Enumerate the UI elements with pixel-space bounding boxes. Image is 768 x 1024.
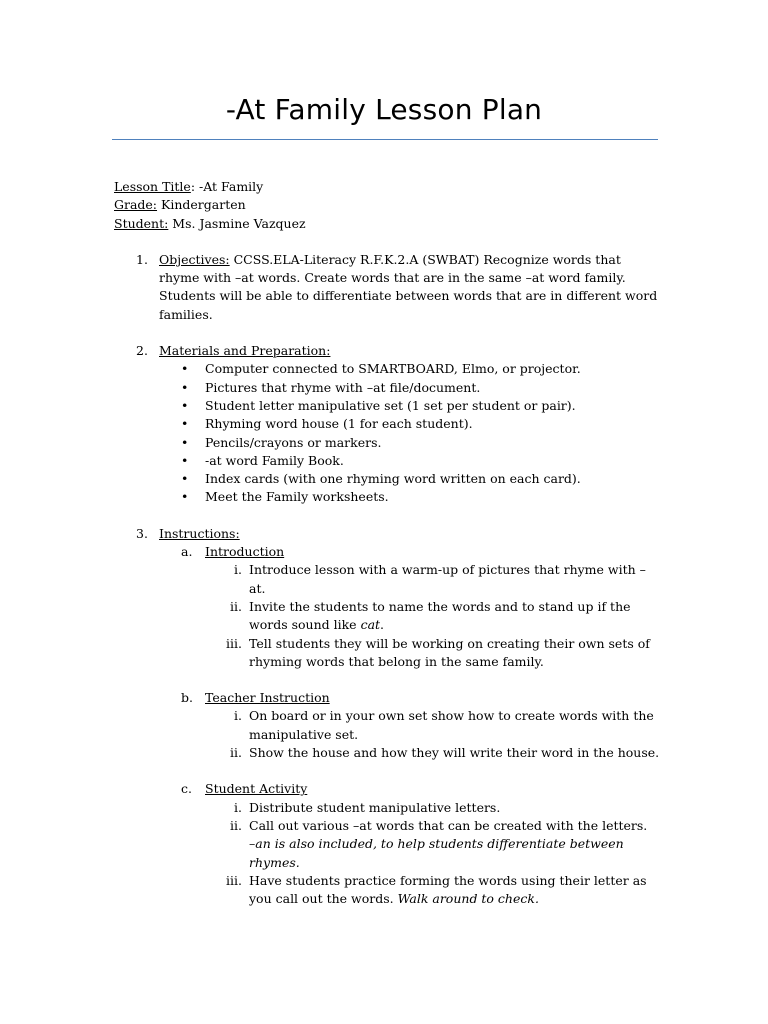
materials-item: • Student letter manipulative set (1 set per student or pair). — [114, 397, 662, 415]
grade-line — [114, 196, 662, 214]
student-step: ii. Call out various –at words that can be created with the letters. –an is also included, to help students differentiate between rhymes. — [114, 817, 662, 872]
materials-item: • Meet the Family worksheets. — [114, 488, 662, 506]
bullet-marker: • — [181, 471, 189, 487]
objectives-number: 1. — [136, 251, 148, 267]
student-step: iii. Have students practice forming the words using their letter as you call out the words. Walk around to check. — [226, 872, 647, 907]
document-title: -At Family Lesson Plan — [225, 93, 543, 126]
teacher-step: i. On board or in your own set show how to create words with the manipulative set. — [234, 708, 654, 742]
bullet-marker: • — [181, 416, 189, 432]
document-body — [114, 178, 662, 908]
introduction-step: i. Introduce lesson with a warm-up of pictures that rhyme with –at. — [234, 562, 646, 596]
student-activity-label: Student Activity — [205, 781, 308, 797]
materials-item: • Computer connected to SMARTBOARD, Elmo, or projector. — [114, 360, 662, 378]
teacher-instruction-heading — [114, 689, 662, 707]
materials-item: • Rhyming word house (1 for each student). — [114, 415, 662, 433]
materials-item: • Index cards (with one rhyming word written on each card). — [114, 470, 662, 488]
materials-item: • -at word Family Book. — [114, 452, 662, 470]
student-value: Ms. Jasmine Vazquez — [168, 215, 306, 231]
lesson-title-label: Lesson Title — [114, 179, 191, 194]
student-step-note: –an is also included, to help students differentiate between rhymes. — [249, 836, 624, 870]
introduction-heading — [114, 543, 662, 561]
objectives-text: CCSS.ELA-Literacy R.F.K.2.A (SWBAT) Recognize words that rhyme with –at words. Create words that are in the same –at word family. Students will be able to differentiate between words that are in different word families. — [159, 251, 658, 322]
materials-label: Materials and Preparation: — [159, 343, 331, 359]
teacher-letter: b. — [181, 690, 193, 706]
lesson-title-value: : -At Family — [190, 179, 264, 194]
instructions-label: Instructions: — [159, 525, 240, 541]
objectives-section — [114, 251, 662, 324]
introduction-step: ii. Invite the students to name the words and to stand up if the words sound like cat. — [230, 598, 631, 633]
materials-item: • Pictures that rhyme with –at file/document. — [114, 379, 662, 397]
teacher-step: ii. Show the house and how they will write their word in the house. — [230, 745, 660, 761]
introduction-step: iii. Tell students they will be working on creating their own sets of rhyming words that belong in the same family. — [226, 635, 650, 669]
bullet-marker: • — [181, 379, 189, 395]
bullet-marker: • — [181, 361, 189, 377]
student-activity-heading — [114, 780, 662, 798]
student-line — [114, 215, 662, 233]
student-activity-letter: c. — [181, 781, 192, 797]
teacher-label: Teacher Instruction — [205, 690, 330, 706]
grade-value: Kindergarten — [157, 197, 246, 213]
introduction-letter: a. — [181, 544, 193, 560]
materials-number: 2. — [136, 343, 148, 359]
objectives-label: Objectives: — [159, 251, 230, 267]
student-label: Student: — [114, 215, 169, 231]
bullet-marker: • — [181, 397, 189, 413]
title-divider — [112, 139, 658, 140]
student-step: i. Distribute student manipulative letters. — [234, 799, 501, 815]
bullet-marker: • — [181, 489, 189, 505]
bullet-marker: • — [181, 452, 189, 468]
lesson-title-line — [114, 178, 662, 196]
bullet-marker: • — [181, 434, 189, 450]
instructions-heading — [114, 525, 662, 543]
grade-label: Grade: — [114, 197, 158, 213]
materials-item: • Pencils/crayons or markers. — [114, 434, 662, 452]
materials-heading — [114, 342, 662, 360]
introduction-label: Introduction — [205, 544, 285, 560]
instructions-number: 3. — [136, 525, 148, 541]
